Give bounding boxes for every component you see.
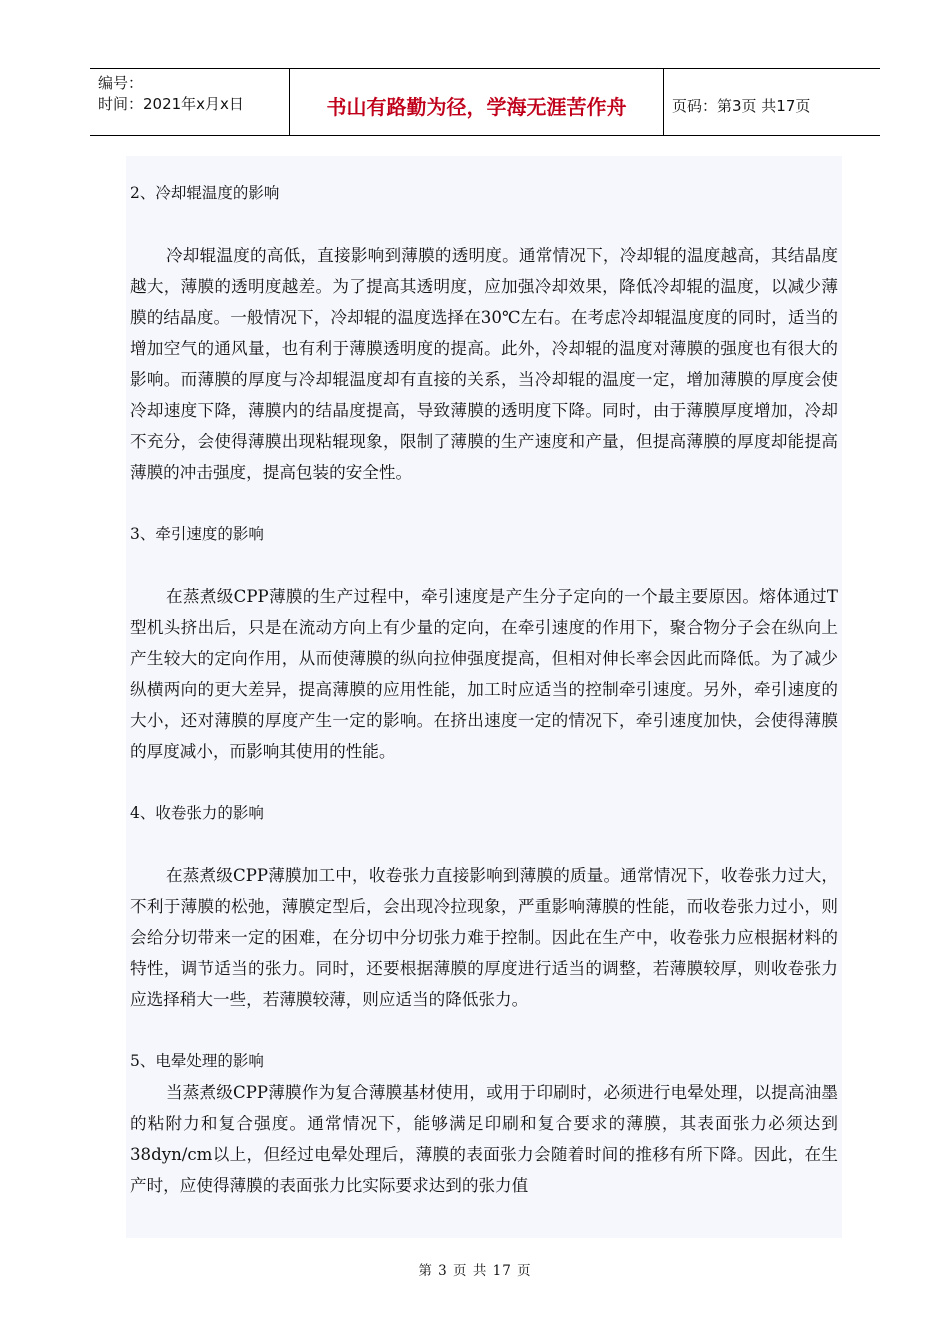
section-heading-winding-tension: 4、收卷张力的影响: [130, 804, 264, 822]
section-heading-traction-speed: 3、牵引速度的影响: [130, 525, 264, 543]
section-paragraph-corona: 当蒸煮级CPP薄膜作为复合薄膜基材使用，或用于印刷时，必须进行电晕处理，以提高油墨的粘附力和复合强度。通常情况下，能够满足印刷和复合要求的薄膜，其表面张力必须达到38dyn/cm以上，但经过电晕处理后，薄膜的表面张力会随着时间的推移有所下降。因此，在生产时，应使得薄膜的表面张力比实际要求达到的张力值: [130, 1083, 838, 1195]
section-paragraph-traction-speed: 在蒸煮级CPP薄膜的生产过程中，牵引速度是产生分子定向的一个最主要原因。熔体通过T型机头挤出后，只是在流动方向上有少量的定向，在牵引速度的作用下，聚合物分子会在纵向上产生较大的定向作用，从而使薄膜的纵向拉伸强度提高，但相对伸长率会因此而降低。为了减少纵横两向的更大差异，提高薄膜的应用性能，加工时应适当的控制牵引速度。另外，牵引速度的大小，还对薄膜的厚度产生一定的影响。在挤出速度一定的情况下，牵引速度加快，会使得薄膜的厚度减小，而影响其使用的性能。: [130, 587, 838, 761]
document-time-label: 时间：2021年x月x日: [98, 95, 244, 113]
section-paragraph-winding-tension: 在蒸煮级CPP薄膜加工中，收卷张力直接影响到薄膜的质量。通常情况下，收卷张力过大，不利于薄膜的松弛，薄膜定型后，会出现冷拉现象，严重影响薄膜的性能，而收卷张力过小，则会给分切带来一定的困难，在分切中分切张力难于控制。因此在生产中，收卷张力应根据材料的特性，调节适当的张力。同时，还要根据薄膜的厚度进行适当的调整，若薄膜较厚，则收卷张力应选择稍大一些，若薄膜较薄，则应适当的降低张力。: [130, 866, 838, 1009]
header-motto: 书山有路勤为径，学海无涯苦作舟: [290, 69, 664, 135]
section-paragraph-cooling-roll: 冷却辊温度的高低，直接影响到薄膜的透明度。通常情况下，冷却辊的温度越高，其结晶度越大，薄膜的透明度越差。为了提高其透明度，应加强冷却效果，降低冷却辊的温度，以减少薄膜的结晶度。一般情况下，冷却辊的温度选择在30℃左右。在考虑冷却辊温度度的同时，适当的增加空气的通风量，也有利于薄膜透明度的提高。此外，冷却辊的温度对薄膜的强度也有很大的影响。而薄膜的厚度与冷却辊温度却有直接的关系，当冷却辊的温度一定，增加薄膜的厚度会使冷却速度下降，薄膜内的结晶度提高，导致薄膜的透明度下降。同时，由于薄膜厚度增加，冷却不充分，会使得薄膜出现粘辊现象，限制了薄膜的生产速度和产量，但提高薄膜的厚度却能提高薄膜的冲击强度，提高包装的安全性。: [130, 246, 838, 482]
document-body: [126, 156, 842, 1238]
section-heading-corona: 5、电晕处理的影响: [130, 1052, 264, 1070]
page-footer: 第 3 页 共 17 页: [418, 1263, 532, 1279]
header-page-info: 页码：第3页 共17页: [672, 96, 811, 115]
page-header: [90, 68, 880, 136]
document-number-label: 编号：: [98, 74, 144, 92]
section-heading-cooling-roll: 2、冷却辊温度的影响: [130, 184, 280, 202]
header-meta-cell: [90, 69, 290, 135]
